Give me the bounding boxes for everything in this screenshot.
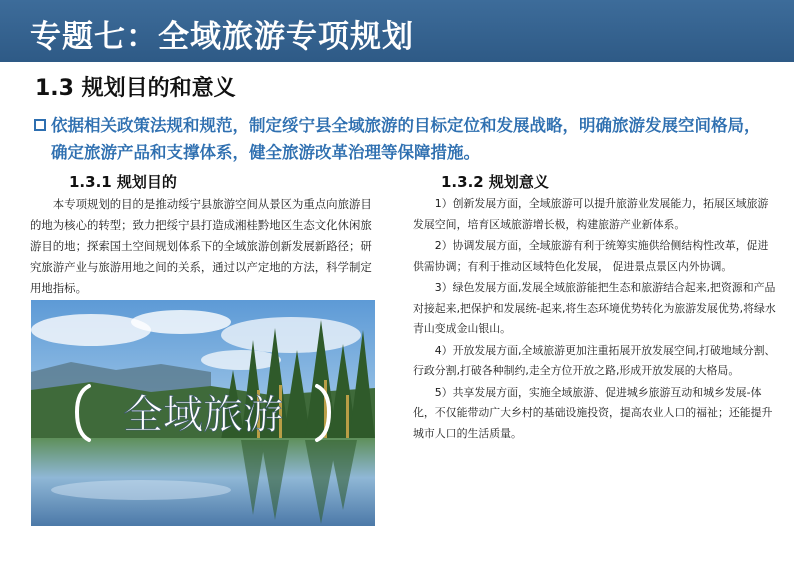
landscape-photo <box>31 300 375 526</box>
image-caption: 全域旅游 <box>123 392 283 438</box>
significance-item-opening: 4）开放发展方面,全域旅游更加注重拓展开放发展空间,打破地域分割、行政分割,打破各种制约,走全方位开放之路,形成开放发展的大格局。 <box>413 343 776 377</box>
square-bullet-icon <box>34 119 46 131</box>
significance-list <box>413 194 779 445</box>
purpose-body: 本专项规划的目的是推动绥宁县旅游空间从景区为重点向旅游目的地为核心的转型；致力把绥宁县打造成湘桂黔地区生态文化休闲旅游目的地；探索国土空间规划体系下的全域旅游创新发展新路径；研究旅游产业与旅游用地之间的关系，通过以产定地的方法，科学制定用地指标。 <box>30 197 372 295</box>
page-title: 专题七：全域旅游专项规划 <box>30 19 414 55</box>
significance-heading: 1.3.2 规划意义 <box>441 173 549 191</box>
header-bar <box>0 0 794 62</box>
significance-item-green: 3）绿色发展方面,发展全域旅游能把生态和旅游结合起来,把资源和产品对接起来,把保护和发展统-起来,将生态环境优势转化为旅游发展优势,将绿水青山变成金山银山。 <box>413 281 776 335</box>
significance-item-coordination: 2）协调发展方面，全域旅游有利于统筹实施供给侧结构性改革，促进供需协调；有利于推动区域特色化发展， 促进景点景区内外协调。 <box>413 239 769 273</box>
purpose-heading: 1.3.1 规划目的 <box>69 173 177 191</box>
significance-item-sharing: 5）共享发展方面，实施全域旅游、促进城乡旅游互动和城乡发展-体化，不仅能带动广大乡村的基础设施投资，提高农业人口的福祉；还能提升城市人口的生活质量。 <box>413 385 773 440</box>
section-heading: 1.3 规划目的和意义 <box>35 76 236 101</box>
lead-statement: 依据相关政策法规和规范，制定绥宁县全域旅游的目标定位和发展战略，明确旅游发展空间格局，确定旅游产品和支撑体系，健全旅游改革治理等保障措施。 <box>51 116 761 162</box>
significance-item-innovation: 1）创新发展方面，全域旅游可以提升旅游业发展能力，拓展区域旅游发展空间，培育区域旅游增长极，构建旅游产业新体系。 <box>413 197 769 231</box>
landscape-illustration <box>31 300 375 526</box>
